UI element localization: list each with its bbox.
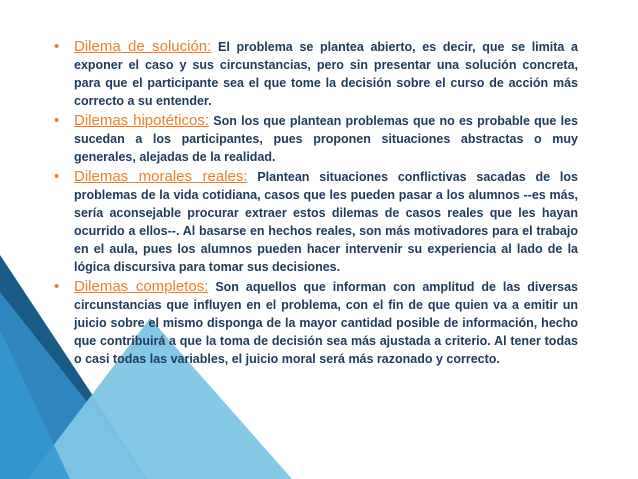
bullet-term: Dilemas completos: — [74, 278, 209, 295]
bullet-paragraph — [74, 168, 578, 276]
bullet-text: Son los que plantean problemas que no es probable que les sucedan a los participantes, pues proponen situaciones abstractas o muy generales, alejadas de la realidad. — [74, 114, 578, 164]
bullet-dot: • — [54, 38, 60, 55]
bullet-dot: • — [54, 168, 60, 185]
bullet-term: Dilema de solución: — [74, 38, 212, 55]
bullet-paragraph — [74, 112, 578, 166]
bullet-list — [54, 38, 578, 370]
bullet-item — [54, 38, 578, 110]
bullet-item — [54, 168, 578, 276]
bullet-paragraph — [74, 278, 578, 368]
bullet-text: Son aquellos que informan con amplitud de las diversas circunstancias que influyen en el problema, con el fin de que quien va a emitir un juicio sobre el mismo disponga de la mayor cantidad posible de información, hecho que contribuirá a que la toma de decisión sea más ajustada a criterio. Al tener todas o casi todas las variables, el juicio moral será más razonado y correcto. — [74, 280, 578, 366]
bullet-text: El problema se plantea abierto, es decir, que se limita a exponer el caso y sus circunstancias, pero sin presentar una solución concreta, para que el participante sea el que tome la decisión sobre el curso de acción más correcto a su entender. — [74, 40, 578, 108]
bullet-term: Dilemas morales reales: — [74, 168, 248, 185]
bullet-item — [54, 112, 578, 166]
bullet-item — [54, 278, 578, 368]
bullet-text: Plantean situaciones conflictivas sacadas de los problemas de la vida cotidiana, casos que les pueden pasar a los alumnos --es más, sería aconsejable procurar extraer estos dilemas de casos reales que les hayan ocurrido a ellos--. Al basarse en hechos reales, son más motivadores para el trabajo en el aula, pues los alumnos pueden hacer intervenir su experiencia al lado de la lógica discursiva para tomar sus decisiones. — [74, 170, 578, 274]
bullet-paragraph — [74, 38, 578, 110]
bullet-dot: • — [54, 112, 60, 129]
bullet-term: Dilemas hipotéticos: — [74, 112, 209, 129]
bullet-dot: • — [54, 278, 60, 295]
